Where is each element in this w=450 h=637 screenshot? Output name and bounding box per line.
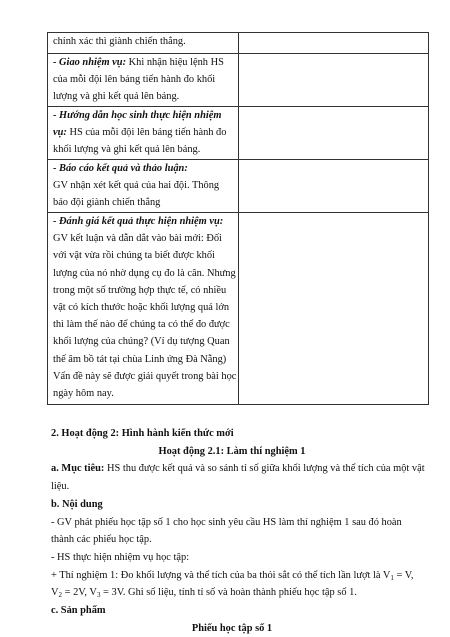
teacher-activity-cell	[48, 107, 239, 160]
cell-line: GV nhận xét kết quả của hai đội. Thông	[53, 180, 220, 192]
teacher-activity-cell	[48, 213, 239, 405]
table-row	[48, 54, 429, 107]
content-paragraph: - GV phát phiếu học tập số 1 cho học sinh yêu cầu HS làm thí nghiệm 1 sau đó hoàn	[51, 516, 402, 528]
table-row	[48, 33, 429, 54]
cell-line: - Báo cáo kết quả và thảo luận:	[53, 163, 188, 174]
subsection-heading-activity-2-1: Hoạt động 2.1: Làm thí nghiệm 1	[158, 445, 306, 457]
lesson-plan-table	[47, 32, 429, 405]
cell-line: khối lượng của chúng? (Ví dụ tượng Quan	[53, 336, 230, 348]
cell-line: Vấn đề này sẽ được giải quyết trong bài học	[53, 370, 237, 382]
experiment-paragraph-cont: $V_2 = 2V$, $V_3 = 3V$. Ghi số liệu, tính tỉ số và hoàn thành phiếu học tập số 1.	[51, 587, 357, 600]
objective-paragraph: a. Mục tiêu: HS thu được kết quả và so sánh tỉ số giữa khối lượng và thể tích của một vật	[51, 463, 425, 475]
teacher-activity-cell	[48, 54, 239, 107]
section-heading-activity-2: 2. Hoạt động 2: Hình hành kiến thức mới	[51, 428, 234, 439]
student-activity-cell	[239, 213, 429, 405]
content-heading: b. Nội dung	[51, 498, 103, 510]
cell-line: ngày hôm nay.	[53, 388, 114, 400]
cell-line: - Hướng dẫn học sinh thực hiện nhiệm	[53, 110, 222, 121]
cell-line: của mỗi đội lên bảng tiến hành đo khối	[53, 74, 216, 86]
cell-line: thế âm bồ tát tại chùa Linh ứng Đà Nẵng)	[53, 353, 227, 365]
objective-paragraph-cont: liệu.	[51, 481, 70, 493]
cell-line: lượng và ghi kết quả lên bảng.	[53, 91, 180, 103]
cell-line: lượng của nó nhờ dụng cụ đo là cân. Nhưng	[53, 267, 236, 279]
cell-line: với vật vừa rồi chúng ta biết được khối	[53, 250, 215, 262]
table-row	[48, 160, 429, 213]
product-heading: c. Sản phẩm	[51, 605, 106, 617]
student-activity-cell	[239, 54, 429, 107]
cell-line: trong một số trường hợp thực tế, có nhiều	[53, 284, 227, 296]
cell-line: chính xác thì giành chiến thắng.	[53, 36, 186, 47]
content-paragraph: - HS thực hiện nhiệm vụ học tập:	[51, 551, 190, 563]
cell-line: - Giao nhiệm vụ: Khi nhận hiệu lệnh HS	[53, 57, 224, 68]
cell-line: khối lượng và ghi kết quả lên bảng.	[53, 144, 201, 156]
table-row	[48, 213, 429, 405]
student-activity-cell	[239, 160, 429, 213]
student-activity-cell	[239, 107, 429, 160]
teacher-activity-cell	[48, 160, 239, 213]
cell-line: thì làm thế nào để chúng ta có thể đo được	[53, 319, 230, 331]
cell-line: vụ: HS của mỗi đội lên bảng tiến hành đo	[53, 127, 227, 139]
cell-line: vật có kích thước hoặc khối lượng quá lớn	[53, 302, 230, 314]
teacher-activity-cell	[48, 33, 239, 54]
student-activity-cell	[239, 33, 429, 54]
lesson-body	[51, 425, 425, 637]
table-row	[48, 107, 429, 160]
worksheet-title: Phiếu học tập số 1	[191, 622, 273, 634]
content-paragraph-cont: thành các phiếu học tập.	[51, 534, 152, 546]
cell-line: - Đánh giá kết quả thực hiện nhiệm vụ:	[53, 216, 224, 227]
cell-line: báo đội giành chiến thắng	[53, 197, 161, 209]
cell-line: GV kết luận và dẫn dắt vào bài mới: Đối	[53, 233, 222, 245]
experiment-paragraph: + Thí nghiệm 1: Đo khối lượng và thể tích của ba thỏi sắt có thể tích lần lượt là $V_1 = V$,	[51, 569, 414, 582]
